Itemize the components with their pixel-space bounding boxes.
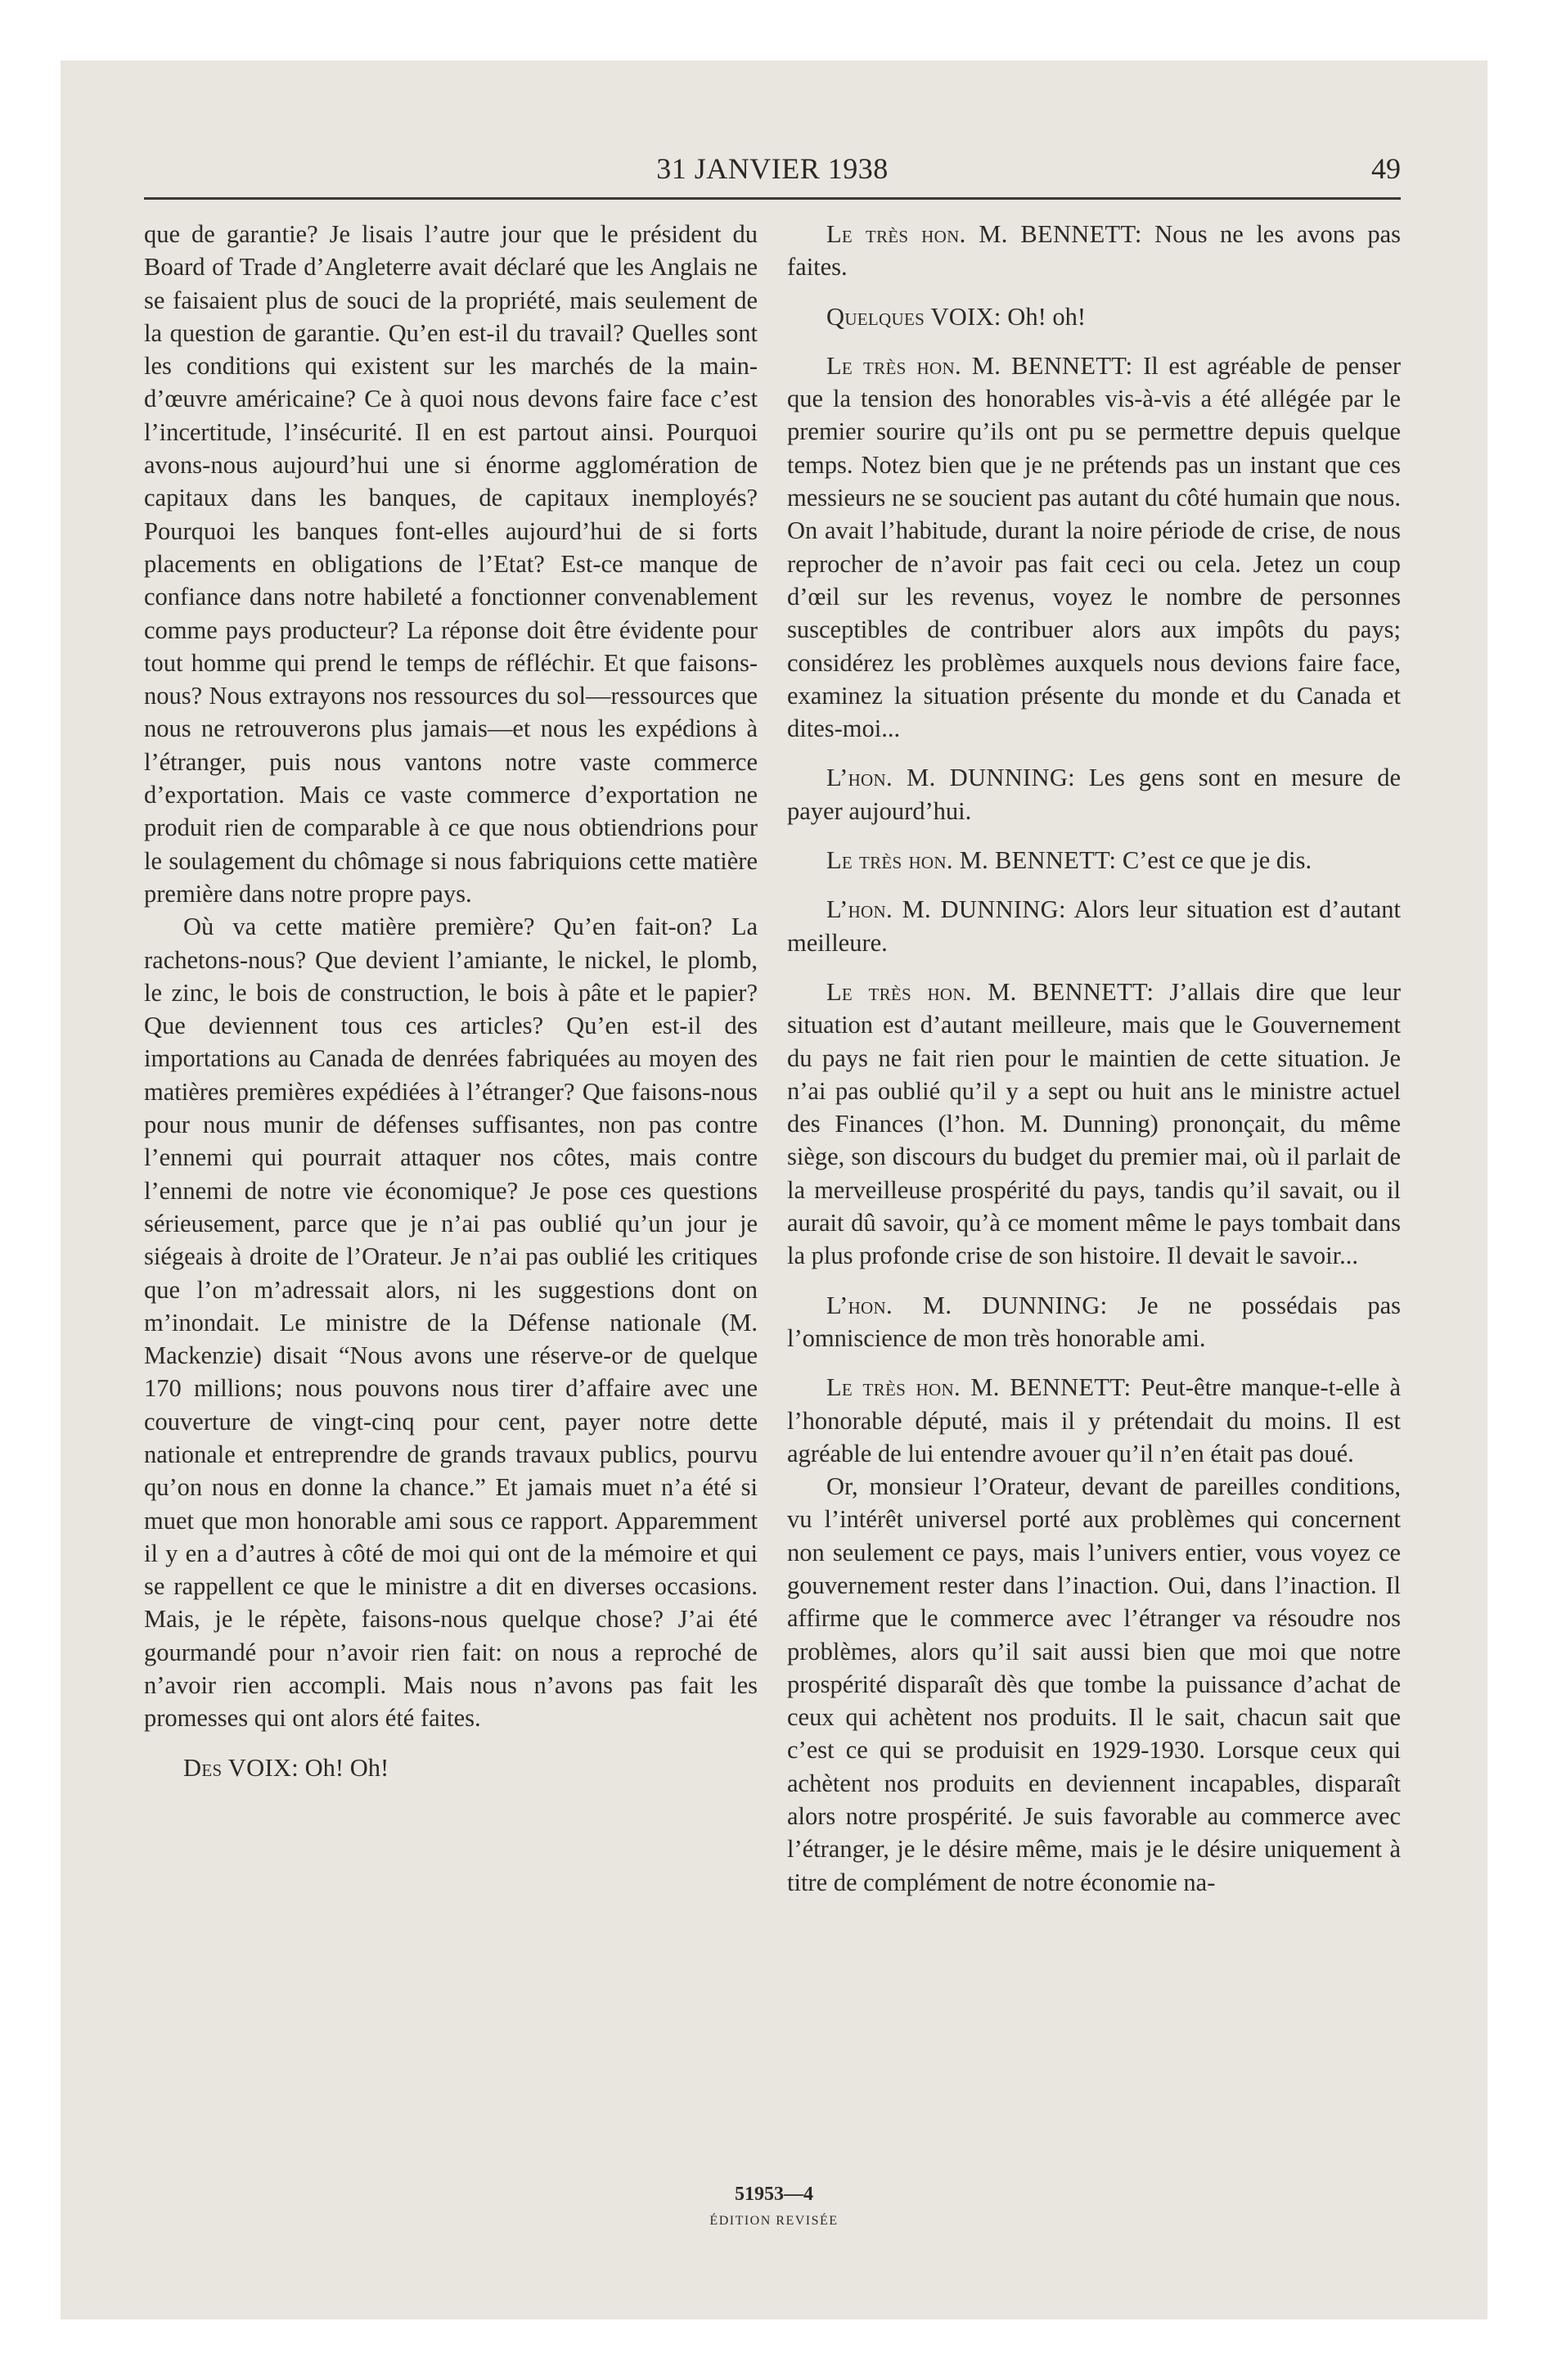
speech	[787, 1371, 1401, 1470]
speech	[787, 218, 1401, 284]
speech-text: C’est ce que je dis.	[1122, 846, 1312, 875]
speech	[787, 893, 1401, 959]
speaker-name: Le très hon. M. BENNETT:	[826, 846, 1117, 875]
speech	[787, 976, 1401, 1273]
interjection	[787, 300, 1401, 333]
print-number: 51953—4	[735, 2184, 813, 2205]
speech	[787, 1289, 1401, 1355]
header-rule	[144, 197, 1401, 200]
page-footer	[0, 2184, 1548, 2229]
speech-text: Je ne possédais pas l’omniscience de mon très honorable ami.	[787, 1291, 1401, 1352]
interjection	[144, 1751, 758, 1784]
left-column	[144, 218, 758, 1784]
header-date: 31 JANVIER 1938	[656, 152, 889, 185]
paragraph: Où va cette matière première? Qu’en fait-on? La rachetons-nous? Que devient l’amiante, le nickel, le plomb, le zinc, le bois de construction, le bois à pâte et le papier? Que deviennent tous ces articles? Qu’en est-il des importations au Canada de denrées fabriquées au moyen des matières premières expédiées à l’étranger? Que faisons-nous pour nous munir de défenses suffisantes, non pas contre l’ennemi qui pourrait attaquer nos côtes, mais contre l’ennemi de notre vie économique? Je pose ces questions sérieusement, parce que je n’ai pas oublié qu’un jour je siégeais à droite de l’Orateur. Je n’ai pas oublié les critiques que l’on m’adressait alors, ni les suggestions dont on m’inondait. Le ministre de la Défense nationale (M. Mackenzie) disait “Nous avons une réserve-or de quelque 170 millions; nous pouvons nous tirer d’affaire avec une couverture de vingt-cinq pour cent, payer notre dette nationale et entreprendre de grands travaux publics, pourvu qu’on nous en donne la chance.” Et jamais muet n’a été si muet que mon honorable ami sous ce rapport. Apparemment il y en a d’autres à côté de moi qui ont de la mémoire et qui se rappellent ce que le ministre a dit en diverses occasions. Mais, je le répète, faisons-nous quelque chose? J’ai été gourmandé pour n’avoir rien fait: on nous a reproché de n’avoir rien accompli. Mais nous n’avons pas fait les promesses qui ont alors été faites.	[144, 913, 758, 1733]
speaker-name: Des VOIX:	[183, 1753, 299, 1782]
speech-text: Alors leur situation est d’autant meilleure.	[787, 895, 1401, 957]
interjection-text: Oh! oh!	[1007, 302, 1087, 331]
page-number: 49	[1371, 152, 1401, 185]
right-column	[787, 218, 1401, 1899]
speech-text: J’allais dire que leur situation est d’autant meilleure, mais que le Gouvernement du pays ne fait rien pour le maintien de cette situation. Je n’ai pas oublié qu’il y a sept ou huit ans le ministre actuel des Finances (l’hon. M. Dunning) prononçait, du même siège, son discours du budget du premier mai, où il parlait de la merveilleuse prospérité du pays, tandis qu’il savait, ou il aurait dû savoir, qu’à ce moment même le pays tombait dans la plus profonde crise de son histoire. Il devait le savoir...	[787, 977, 1401, 1270]
speaker-name: Le très hon. M. BENNETT:	[826, 351, 1133, 380]
speech	[787, 349, 1401, 746]
speech-text: Nous ne les avons pas faites.	[787, 220, 1401, 282]
speech-text: Les gens sont en mesure de payer aujourd’hui.	[787, 764, 1402, 825]
speaker-name: Quelques VOIX:	[826, 302, 1001, 331]
speech	[787, 844, 1401, 877]
speech	[787, 761, 1401, 827]
speaker-name: L’hon. M. DUNNING:	[826, 1291, 1108, 1319]
speaker-name: L’hon. M. DUNNING:	[826, 764, 1075, 792]
speaker-name: Le très hon. M. BENNETT:	[826, 977, 1154, 1006]
page-header	[144, 151, 1401, 187]
speaker-name: Le très hon. M. BENNETT:	[826, 1373, 1132, 1402]
speech-text: Il est agréable de penser que la tension des honorables vis-à-vis a été allégée par le premier sourire qu’ils ont pu se permettre depuis quelque temps. Notez bien que je ne prétends pas un instant que ces messieurs ne se soucient pas autant du côté humain que nous. On avait l’habitude, durant la noire période de crise, de nous reprocher de n’avoir pas fait ceci ou cela. Jetez un coup d’œil sur les revenus, voyez le nombre de personnes susceptibles de contribuer alors aux impôts du pays; considérez les problèmes auxquels nous devions faire face, examinez la situation présente du monde et du Canada et dites-moi...	[787, 351, 1401, 743]
speaker-name: Le très hon. M. BENNETT:	[826, 220, 1142, 248]
edition-label: ÉDITION REVISÉE	[709, 2214, 839, 2228]
speaker-name: L’hon. M. DUNNING:	[826, 895, 1066, 924]
paragraph: que de garantie? Je lisais l’autre jour que le président du Board of Trade d’Angleterre avait déclaré que les Anglais ne se faisaient plus de souci de la propriété, mais seulement de la question de garantie. Qu’en est-il du travail? Quelles sont les conditions qui existent sur les marchés de la main-d’œuvre américaine? Ce à quoi nous devons faire face c’est l’incertitude, l’insécurité. Il en est partout ainsi. Pourquoi avons-nous aujourd’hui une si énorme agglomération de capitaux dans les banques, de capitaux inemployés? Pourquoi les banques font-elles aujourd’hui de si forts placements en obligations de l’Etat? Est-ce manque de confiance dans notre habileté a fonctionner convenablement comme pays producteur? La réponse doit être évidente pour tout homme qui prend le temps de réfléchir. Et que faisons-nous? Nous extrayons nos ressources du sol—ressources que nous ne retrouverons plus jamais—et nous les expédions à l’étranger, puis nous vantons notre vaste commerce d’exportation. Mais ce vaste commerce d’exportation ne produit rien de comparable à ce que nous obtiendrions pour le soulagement du chômage si nous fabriquions cette matière première dans notre propre pays.	[144, 220, 758, 908]
speech-text: Peut-être manque-t-elle à l’honorable député, mais il y prétendait du moins. Il est agréable de lui entendre avouer qu’il n’en était pas doué.	[787, 1373, 1401, 1467]
paragraph: Or, monsieur l’Orateur, devant de pareilles conditions, vu l’intérêt universel porté aux problèmes qui concernent non seulement ce pays, mais l’univers entier, vous voyez ce gouvernement rester dans l’inaction. Oui, dans l’inaction. Il affirme que le commerce avec l’étranger va résoudre nos problèmes, alors qu’il sait aussi bien que moi que notre prospérité disparaît dès que tombe la puissance d’achat de ceux qui achètent nos produits. Il le sait, chacun sait que c’est ce qui se produisit en 1929-1930. Lorsque ceux qui achètent nos produits en deviennent incapables, disparaît alors notre prospérité. Je suis favorable au commerce avec l’étranger, je le désire même, mais je le désire uniquement à titre de complément de notre économie na-	[787, 1472, 1401, 1896]
interjection-text: Oh! Oh!	[304, 1753, 389, 1782]
